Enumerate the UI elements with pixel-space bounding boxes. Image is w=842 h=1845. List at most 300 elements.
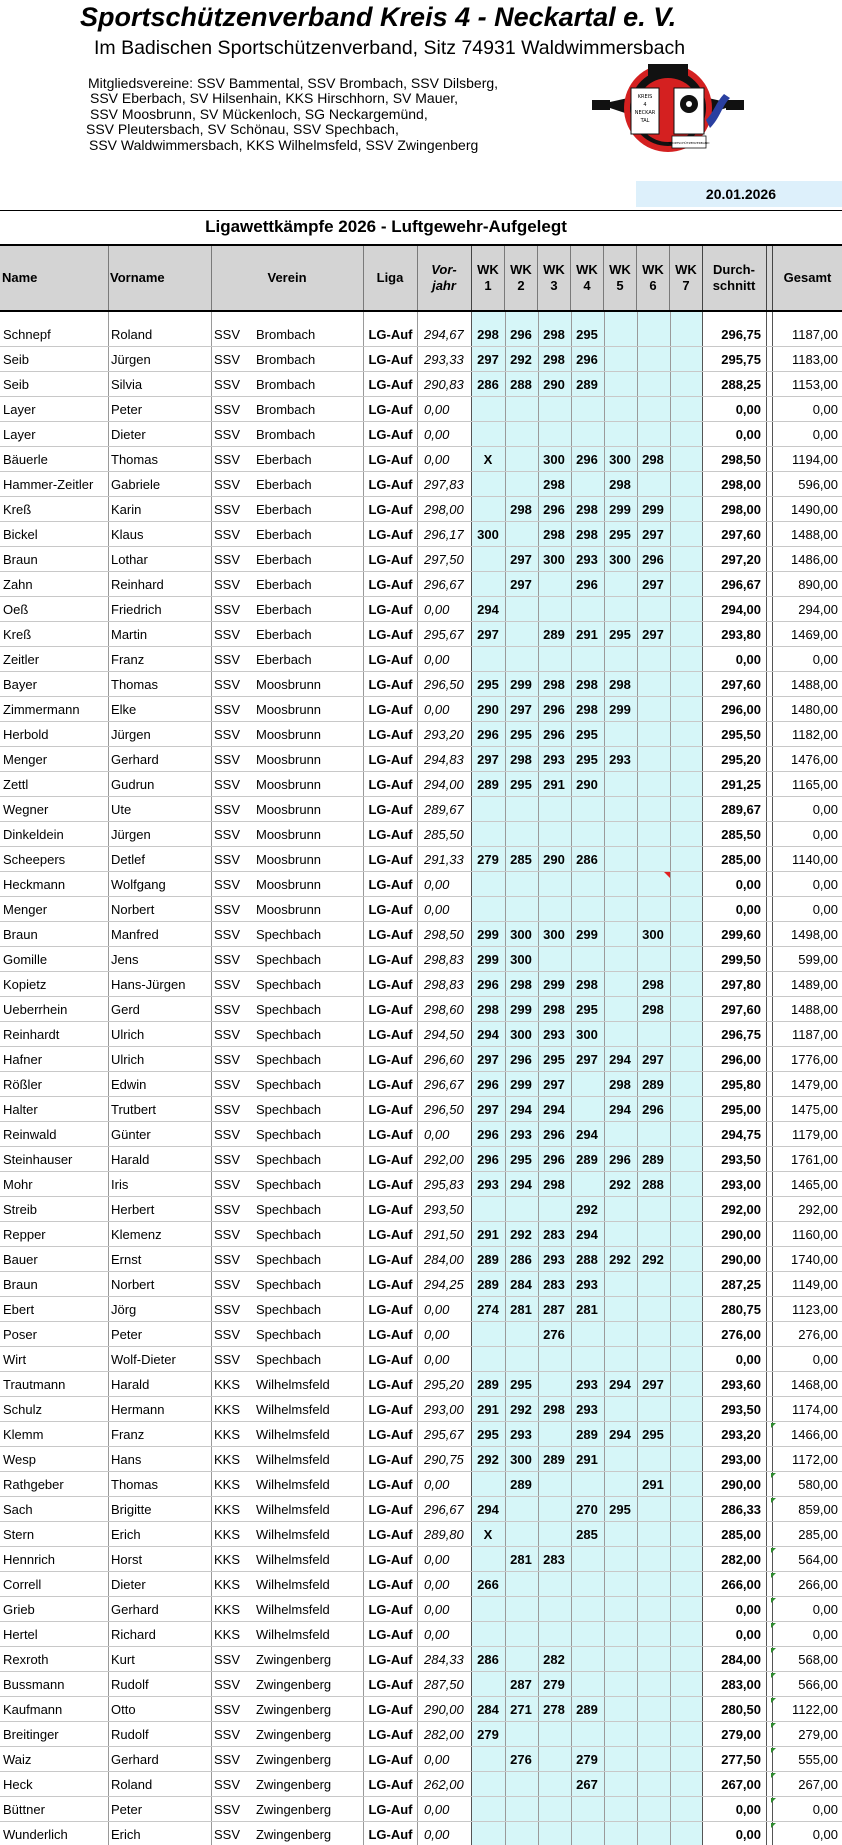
cell-vorname: Jürgen bbox=[111, 827, 151, 842]
cell-wk-5 bbox=[604, 1472, 636, 1496]
cell-ort: Spechbach bbox=[256, 1252, 322, 1267]
cell-ort: Spechbach bbox=[256, 1152, 322, 1167]
cell-wk-2: 295 bbox=[510, 1152, 532, 1167]
cell-wk-5 bbox=[604, 922, 636, 946]
cell-ort: Zwingenberg bbox=[256, 1652, 332, 1667]
cell-wk-4 bbox=[571, 1647, 603, 1671]
cell-wk-7 bbox=[670, 1447, 702, 1471]
cell-vorjahr: 292,00 bbox=[424, 1152, 464, 1167]
cell-vorjahr: 295,83 bbox=[424, 1177, 464, 1192]
cell-wk-7 bbox=[670, 1197, 702, 1221]
cell-vorjahr: 0,00 bbox=[424, 702, 450, 717]
member-line: SSV Waldwimmersbach, KKS Wilhelmsfeld, SSV Zwingenberg bbox=[89, 136, 479, 153]
cell-club: KKS bbox=[214, 1577, 241, 1592]
cell-vorjahr: 0,00 bbox=[424, 427, 450, 442]
cell-wk-4 bbox=[571, 1322, 603, 1346]
cell-wk-6 bbox=[637, 1597, 669, 1621]
cell-wk-1: 279 bbox=[477, 852, 499, 867]
cell-liga: LG-Auf bbox=[368, 727, 413, 742]
cell-name: Layer bbox=[3, 402, 36, 417]
cell-ort: Spechbach bbox=[256, 1202, 322, 1217]
cell-club: SSV bbox=[214, 777, 241, 792]
cell-name: Büttner bbox=[3, 1802, 45, 1817]
cell-wk-7 bbox=[670, 597, 702, 621]
cell-durchschnitt: 293,00 bbox=[721, 1177, 761, 1192]
cell-wk-7 bbox=[670, 1172, 702, 1196]
cell-liga: LG-Auf bbox=[368, 527, 413, 542]
cell-wk-7 bbox=[670, 322, 702, 346]
cell-wk-5 bbox=[604, 1347, 636, 1371]
cell-ort: Brombach bbox=[256, 352, 316, 367]
cell-wk-5: 300 bbox=[609, 552, 631, 567]
cell-wk-3 bbox=[538, 1747, 570, 1771]
cell-wk-6 bbox=[637, 1272, 669, 1296]
member-line: SSV Eberbach, SV Hilsenhain, KKS Hirschhorn, SV Mauer, bbox=[90, 90, 459, 107]
cell-gesamt: 0,00 bbox=[812, 1827, 838, 1842]
cell-wk-5: 300 bbox=[609, 452, 631, 467]
cell-wk-1: X bbox=[483, 1527, 493, 1542]
cell-vorjahr: 0,00 bbox=[424, 652, 450, 667]
cell-vorname: Gerhard bbox=[111, 1602, 159, 1617]
cell-vorjahr: 297,50 bbox=[424, 552, 464, 567]
comment-marker bbox=[664, 872, 670, 878]
cell-wk-3 bbox=[538, 1472, 570, 1496]
cell-wk-6 bbox=[637, 1722, 669, 1746]
cell-wk-6 bbox=[637, 397, 669, 421]
cell-note-marker bbox=[771, 1798, 776, 1803]
cell-wk-4: 286 bbox=[576, 852, 598, 867]
cell-wk-5 bbox=[604, 1122, 636, 1146]
cell-wk-3: 283 bbox=[543, 1227, 565, 1242]
cell-liga: LG-Auf bbox=[368, 1502, 413, 1517]
cell-wk-7 bbox=[670, 1697, 702, 1721]
cell-note-marker bbox=[771, 1473, 776, 1478]
cell-vorjahr: 284,33 bbox=[424, 1652, 464, 1667]
cell-wk-3: 298 bbox=[543, 677, 565, 692]
cell-vorjahr: 293,33 bbox=[424, 352, 464, 367]
table-header bbox=[0, 244, 842, 312]
table-row bbox=[0, 372, 842, 397]
cell-wk-1 bbox=[472, 1772, 504, 1796]
cell-gesamt: 1465,00 bbox=[791, 1177, 838, 1192]
cell-wk-5 bbox=[604, 1672, 636, 1696]
cell-liga: LG-Auf bbox=[368, 1777, 413, 1792]
cell-club: SSV bbox=[214, 1827, 241, 1842]
cell-wk-1: 284 bbox=[477, 1702, 499, 1717]
cell-note-marker bbox=[771, 1823, 776, 1828]
cell-club: KKS bbox=[214, 1377, 241, 1392]
cell-club: KKS bbox=[214, 1427, 241, 1442]
cell-name: Kreß bbox=[3, 502, 32, 517]
cell-wk-7 bbox=[670, 647, 702, 671]
cell-liga: LG-Auf bbox=[368, 1652, 413, 1667]
cell-vorname: Ute bbox=[111, 802, 132, 817]
table-body bbox=[0, 312, 842, 1845]
table-row bbox=[0, 747, 842, 772]
cell-gesamt: 294,00 bbox=[798, 602, 838, 617]
cell-wk-6 bbox=[637, 1647, 669, 1671]
cell-vorjahr: 294,83 bbox=[424, 752, 464, 767]
cell-name: Stern bbox=[3, 1527, 35, 1542]
cell-vorname: Thomas bbox=[111, 677, 158, 692]
cell-gesamt: 0,00 bbox=[812, 1352, 838, 1367]
cell-durchschnitt: 0,00 bbox=[735, 1802, 761, 1817]
table-row bbox=[0, 1672, 842, 1697]
cell-vorjahr: 295,67 bbox=[424, 627, 464, 642]
col-wk-6 bbox=[637, 246, 669, 310]
cell-wk-6 bbox=[637, 597, 669, 621]
cell-note-marker bbox=[771, 1548, 776, 1553]
cell-wk-1 bbox=[472, 1597, 504, 1621]
cell-wk-2: 295 bbox=[510, 1377, 532, 1392]
cell-gesamt: 292,00 bbox=[798, 1202, 838, 1217]
cell-wk-1 bbox=[472, 1672, 504, 1696]
cell-liga: LG-Auf bbox=[368, 1802, 413, 1817]
col-name: Name bbox=[2, 270, 38, 285]
cell-liga: LG-Auf bbox=[368, 1577, 413, 1592]
cell-gesamt: 1172,00 bbox=[791, 1452, 838, 1467]
cell-gesamt: 1498,00 bbox=[791, 927, 838, 942]
cell-wk-3: 289 bbox=[543, 1452, 565, 1467]
cell-ort: Spechbach bbox=[256, 1302, 322, 1317]
cell-liga: LG-Auf bbox=[368, 1702, 413, 1717]
cell-note-marker bbox=[771, 1773, 776, 1778]
cell-name: Poser bbox=[3, 1327, 37, 1342]
cell-wk-3: 299 bbox=[543, 977, 565, 992]
cell-club: SSV bbox=[214, 827, 241, 842]
table-row bbox=[0, 1372, 842, 1397]
cell-wk-2: 295 bbox=[510, 777, 532, 792]
cell-durchschnitt: 292,00 bbox=[721, 1202, 761, 1217]
cell-wk-1: 295 bbox=[477, 1427, 499, 1442]
cell-vorname: Roland bbox=[111, 1777, 153, 1792]
cell-club: SSV bbox=[214, 1252, 241, 1267]
cell-durchschnitt: 287,25 bbox=[721, 1277, 761, 1292]
cell-wk-2 bbox=[505, 1797, 537, 1821]
table-row bbox=[0, 1422, 842, 1447]
cell-vorjahr: 290,00 bbox=[424, 1702, 464, 1717]
cell-wk-1 bbox=[472, 1747, 504, 1771]
cell-durchschnitt: 0,00 bbox=[735, 1827, 761, 1842]
cell-wk-4: 298 bbox=[576, 527, 598, 542]
cell-liga: LG-Auf bbox=[368, 1427, 413, 1442]
table-row bbox=[0, 1822, 842, 1845]
col-wk-label: WK bbox=[477, 262, 499, 277]
cell-liga: LG-Auf bbox=[368, 452, 413, 467]
document-title: Sportschützenverband Kreis 4 - Neckartal e. V. bbox=[80, 2, 677, 32]
cell-name: Dinkeldein bbox=[3, 827, 64, 842]
cell-vorname: Norbert bbox=[111, 1277, 155, 1292]
cell-gesamt: 1149,00 bbox=[791, 1277, 838, 1292]
table-row bbox=[0, 322, 842, 347]
cell-wk-2: 271 bbox=[510, 1702, 532, 1717]
cell-wk-6: 291 bbox=[642, 1477, 664, 1492]
table-row bbox=[0, 1447, 842, 1472]
cell-liga: LG-Auf bbox=[368, 1252, 413, 1267]
report-date: 20.01.2026 bbox=[636, 181, 842, 207]
cell-wk-4: 295 bbox=[576, 727, 598, 742]
cell-wk-4: 296 bbox=[576, 577, 598, 592]
cell-liga: LG-Auf bbox=[368, 352, 413, 367]
cell-wk-1: 297 bbox=[477, 752, 499, 767]
cell-gesamt: 1174,00 bbox=[791, 1402, 838, 1417]
cell-wk-5 bbox=[604, 1547, 636, 1571]
cell-wk-5 bbox=[604, 972, 636, 996]
cell-wk-5 bbox=[604, 722, 636, 746]
cell-ort: Wilhelmsfeld bbox=[256, 1452, 330, 1467]
cell-durchschnitt: 295,75 bbox=[721, 352, 761, 367]
cell-gesamt: 1466,00 bbox=[791, 1427, 838, 1442]
cell-wk-4: 292 bbox=[576, 1202, 598, 1217]
cell-wk-1: 297 bbox=[477, 352, 499, 367]
cell-gesamt: 1468,00 bbox=[791, 1377, 838, 1392]
cell-wk-1: 279 bbox=[477, 1727, 499, 1742]
cell-wk-4: 295 bbox=[576, 327, 598, 342]
cell-vorjahr: 296,50 bbox=[424, 677, 464, 692]
cell-gesamt: 1776,00 bbox=[791, 1052, 838, 1067]
cell-club: SSV bbox=[214, 1177, 241, 1192]
cell-wk-2 bbox=[505, 1722, 537, 1746]
cell-vorjahr: 282,00 bbox=[424, 1727, 464, 1742]
cell-wk-2 bbox=[505, 597, 537, 621]
col-vorname: Vorname bbox=[110, 270, 165, 285]
cell-vorjahr: 294,67 bbox=[424, 327, 464, 342]
cell-wk-4: 291 bbox=[576, 1452, 598, 1467]
cell-wk-5: 295 bbox=[609, 1502, 631, 1517]
cell-wk-6 bbox=[637, 947, 669, 971]
cell-wk-2: 299 bbox=[510, 1077, 532, 1092]
cell-wk-7 bbox=[670, 1772, 702, 1796]
cell-durchschnitt: 290,00 bbox=[721, 1252, 761, 1267]
cell-wk-1: 299 bbox=[477, 952, 499, 967]
cell-wk-4 bbox=[571, 1097, 603, 1121]
cell-name: Mohr bbox=[3, 1177, 33, 1192]
cell-liga: LG-Auf bbox=[368, 927, 413, 942]
cell-durchschnitt: 299,50 bbox=[721, 952, 761, 967]
cell-name: Hennrich bbox=[3, 1552, 56, 1567]
cell-liga: LG-Auf bbox=[368, 902, 413, 917]
cell-wk-7 bbox=[670, 1272, 702, 1296]
cell-wk-7 bbox=[670, 1672, 702, 1696]
cell-wk-3: 279 bbox=[543, 1677, 565, 1692]
cell-wk-1: 295 bbox=[477, 677, 499, 692]
cell-liga: LG-Auf bbox=[368, 327, 413, 342]
cell-wk-7 bbox=[670, 472, 702, 496]
cell-vorname: Jens bbox=[111, 952, 139, 967]
col-liga: Liga bbox=[376, 270, 404, 285]
cell-ort: Brombach bbox=[256, 377, 316, 392]
cell-name: Hafner bbox=[3, 1052, 43, 1067]
cell-vorname: Thomas bbox=[111, 452, 158, 467]
cell-wk-3: 278 bbox=[543, 1702, 565, 1717]
cell-wk-3: 290 bbox=[543, 377, 565, 392]
cell-durchschnitt: 285,00 bbox=[721, 1527, 761, 1542]
cell-wk-7 bbox=[670, 1547, 702, 1571]
cell-wk-5: 298 bbox=[609, 1077, 631, 1092]
cell-club: SSV bbox=[214, 602, 241, 617]
cell-wk-5 bbox=[604, 822, 636, 846]
cell-wk-5 bbox=[604, 847, 636, 871]
cell-gesamt: 599,00 bbox=[798, 952, 838, 967]
cell-vorname: Karin bbox=[111, 502, 142, 517]
table-row bbox=[0, 647, 842, 672]
cell-wk-1 bbox=[472, 1797, 504, 1821]
cell-wk-6 bbox=[637, 1672, 669, 1696]
table-row bbox=[0, 1247, 842, 1272]
cell-vorjahr: 296,67 bbox=[424, 1077, 464, 1092]
cell-wk-7 bbox=[670, 1422, 702, 1446]
cell-vorname: Manfred bbox=[111, 927, 159, 942]
table-row bbox=[0, 1147, 842, 1172]
cell-name: Oeß bbox=[3, 602, 29, 617]
cell-wk-5: 295 bbox=[609, 527, 631, 542]
cell-durchschnitt: 296,00 bbox=[721, 1052, 761, 1067]
cell-gesamt: 279,00 bbox=[798, 1727, 838, 1742]
cell-gesamt: 1475,00 bbox=[791, 1102, 838, 1117]
cell-durchschnitt: 282,00 bbox=[721, 1552, 761, 1567]
cell-liga: LG-Auf bbox=[368, 1052, 413, 1067]
cell-vorname: Jürgen bbox=[111, 352, 151, 367]
cell-club: SSV bbox=[214, 502, 241, 517]
cell-wk-7 bbox=[670, 622, 702, 646]
cell-wk-4 bbox=[571, 1622, 603, 1646]
cell-wk-4: 293 bbox=[576, 1402, 598, 1417]
cell-wk-3: 297 bbox=[543, 1077, 565, 1092]
cell-gesamt: 0,00 bbox=[812, 652, 838, 667]
cell-vorjahr: 291,33 bbox=[424, 852, 464, 867]
cell-gesamt: 555,00 bbox=[798, 1752, 838, 1767]
cell-liga: LG-Auf bbox=[368, 1102, 413, 1117]
cell-club: SSV bbox=[214, 527, 241, 542]
cell-wk-2 bbox=[505, 1522, 537, 1546]
cell-ort: Eberbach bbox=[256, 552, 312, 567]
cell-vorjahr: 290,83 bbox=[424, 377, 464, 392]
cell-liga: LG-Auf bbox=[368, 852, 413, 867]
cell-wk-7 bbox=[670, 772, 702, 796]
cell-wk-4 bbox=[571, 947, 603, 971]
cell-gesamt: 1469,00 bbox=[791, 627, 838, 642]
cell-vorjahr: 296,50 bbox=[424, 1102, 464, 1117]
cell-club: KKS bbox=[214, 1627, 241, 1642]
cell-liga: LG-Auf bbox=[368, 1277, 413, 1292]
cell-wk-4: 289 bbox=[576, 1427, 598, 1442]
col-wk-label: WK bbox=[543, 262, 565, 277]
cell-wk-3: 295 bbox=[543, 1052, 565, 1067]
cell-wk-7 bbox=[670, 1097, 702, 1121]
table-row bbox=[0, 1572, 842, 1597]
cell-vorjahr: 284,00 bbox=[424, 1252, 464, 1267]
cell-ort: Wilhelmsfeld bbox=[256, 1502, 330, 1517]
cell-wk-2 bbox=[505, 1322, 537, 1346]
cell-vorname: Gabriele bbox=[111, 477, 161, 492]
cell-wk-4: 296 bbox=[576, 352, 598, 367]
cell-wk-3 bbox=[538, 647, 570, 671]
cell-vorjahr: 0,00 bbox=[424, 1327, 450, 1342]
cell-wk-2 bbox=[505, 1347, 537, 1371]
cell-wk-4: 279 bbox=[576, 1752, 598, 1767]
col-durchschnitt-line: Durch- bbox=[713, 262, 755, 277]
cell-wk-7 bbox=[670, 447, 702, 471]
cell-liga: LG-Auf bbox=[368, 1152, 413, 1167]
cell-wk-1: 289 bbox=[477, 1377, 499, 1392]
cell-durchschnitt: 283,00 bbox=[721, 1677, 761, 1692]
col-vorjahr bbox=[418, 246, 470, 310]
cell-wk-5: 295 bbox=[609, 627, 631, 642]
cell-vorname: Gerhard bbox=[111, 1752, 159, 1767]
cell-wk-5 bbox=[604, 1822, 636, 1845]
cell-liga: LG-Auf bbox=[368, 1827, 413, 1842]
cell-vorjahr: 295,67 bbox=[424, 1427, 464, 1442]
cell-wk-1 bbox=[472, 1472, 504, 1496]
cell-note-marker bbox=[771, 1573, 776, 1578]
cell-wk-7 bbox=[670, 547, 702, 571]
cell-club: SSV bbox=[214, 952, 241, 967]
cell-ort: Spechbach bbox=[256, 1077, 322, 1092]
col-durchschnitt-line: schnitt bbox=[712, 278, 756, 293]
cell-ort: Moosbrunn bbox=[256, 727, 322, 742]
cell-vorname: Ernst bbox=[111, 1252, 142, 1267]
cell-wk-7 bbox=[670, 672, 702, 696]
cell-wk-4 bbox=[571, 397, 603, 421]
cell-wk-6: 296 bbox=[642, 1102, 664, 1117]
cell-liga: LG-Auf bbox=[368, 1477, 413, 1492]
cell-wk-2 bbox=[505, 822, 537, 846]
table-row bbox=[0, 772, 842, 797]
cell-wk-5: 293 bbox=[609, 752, 631, 767]
cell-vorname: Otto bbox=[111, 1702, 136, 1717]
cell-wk-3 bbox=[538, 1572, 570, 1596]
cell-name: Bickel bbox=[3, 527, 38, 542]
cell-name: Zettl bbox=[3, 777, 29, 792]
cell-name: Repper bbox=[3, 1227, 46, 1242]
cell-wk-6 bbox=[637, 672, 669, 696]
cell-vorname: Klemenz bbox=[111, 1227, 162, 1242]
cell-wk-4 bbox=[571, 797, 603, 821]
cell-wk-2 bbox=[505, 422, 537, 446]
cell-wk-1: 291 bbox=[477, 1227, 499, 1242]
cell-wk-5 bbox=[604, 1697, 636, 1721]
table-row bbox=[0, 1347, 842, 1372]
table-row bbox=[0, 1322, 842, 1347]
cell-wk-4: 285 bbox=[576, 1527, 598, 1542]
cell-name: Schulz bbox=[3, 1402, 43, 1417]
cell-ort: Spechbach bbox=[256, 1177, 322, 1192]
cell-wk-6: 289 bbox=[642, 1152, 664, 1167]
cell-name: Klemm bbox=[3, 1427, 44, 1442]
cell-wk-3: 296 bbox=[543, 727, 565, 742]
cell-durchschnitt: 276,00 bbox=[721, 1327, 761, 1342]
cell-wk-4 bbox=[571, 1472, 603, 1496]
cell-wk-7 bbox=[670, 822, 702, 846]
cell-wk-5 bbox=[604, 397, 636, 421]
cell-name: Layer bbox=[3, 427, 36, 442]
cell-vorname: Dieter bbox=[111, 1577, 146, 1592]
col-wk-number: 6 bbox=[649, 278, 657, 293]
cell-wk-5 bbox=[604, 1647, 636, 1671]
cell-liga: LG-Auf bbox=[368, 1727, 413, 1742]
table-row bbox=[0, 447, 842, 472]
cell-wk-5 bbox=[604, 1447, 636, 1471]
cell-wk-6 bbox=[637, 847, 669, 871]
cell-wk-7 bbox=[670, 897, 702, 921]
cell-name: Bäuerle bbox=[3, 452, 48, 467]
cell-ort: Spechbach bbox=[256, 1352, 322, 1367]
logo-text: KREIS bbox=[637, 94, 653, 100]
col-wk-7 bbox=[670, 246, 702, 310]
cell-note-marker bbox=[771, 1623, 776, 1628]
cell-name: Breitinger bbox=[3, 1727, 59, 1742]
cell-name: Zimmermann bbox=[3, 702, 80, 717]
